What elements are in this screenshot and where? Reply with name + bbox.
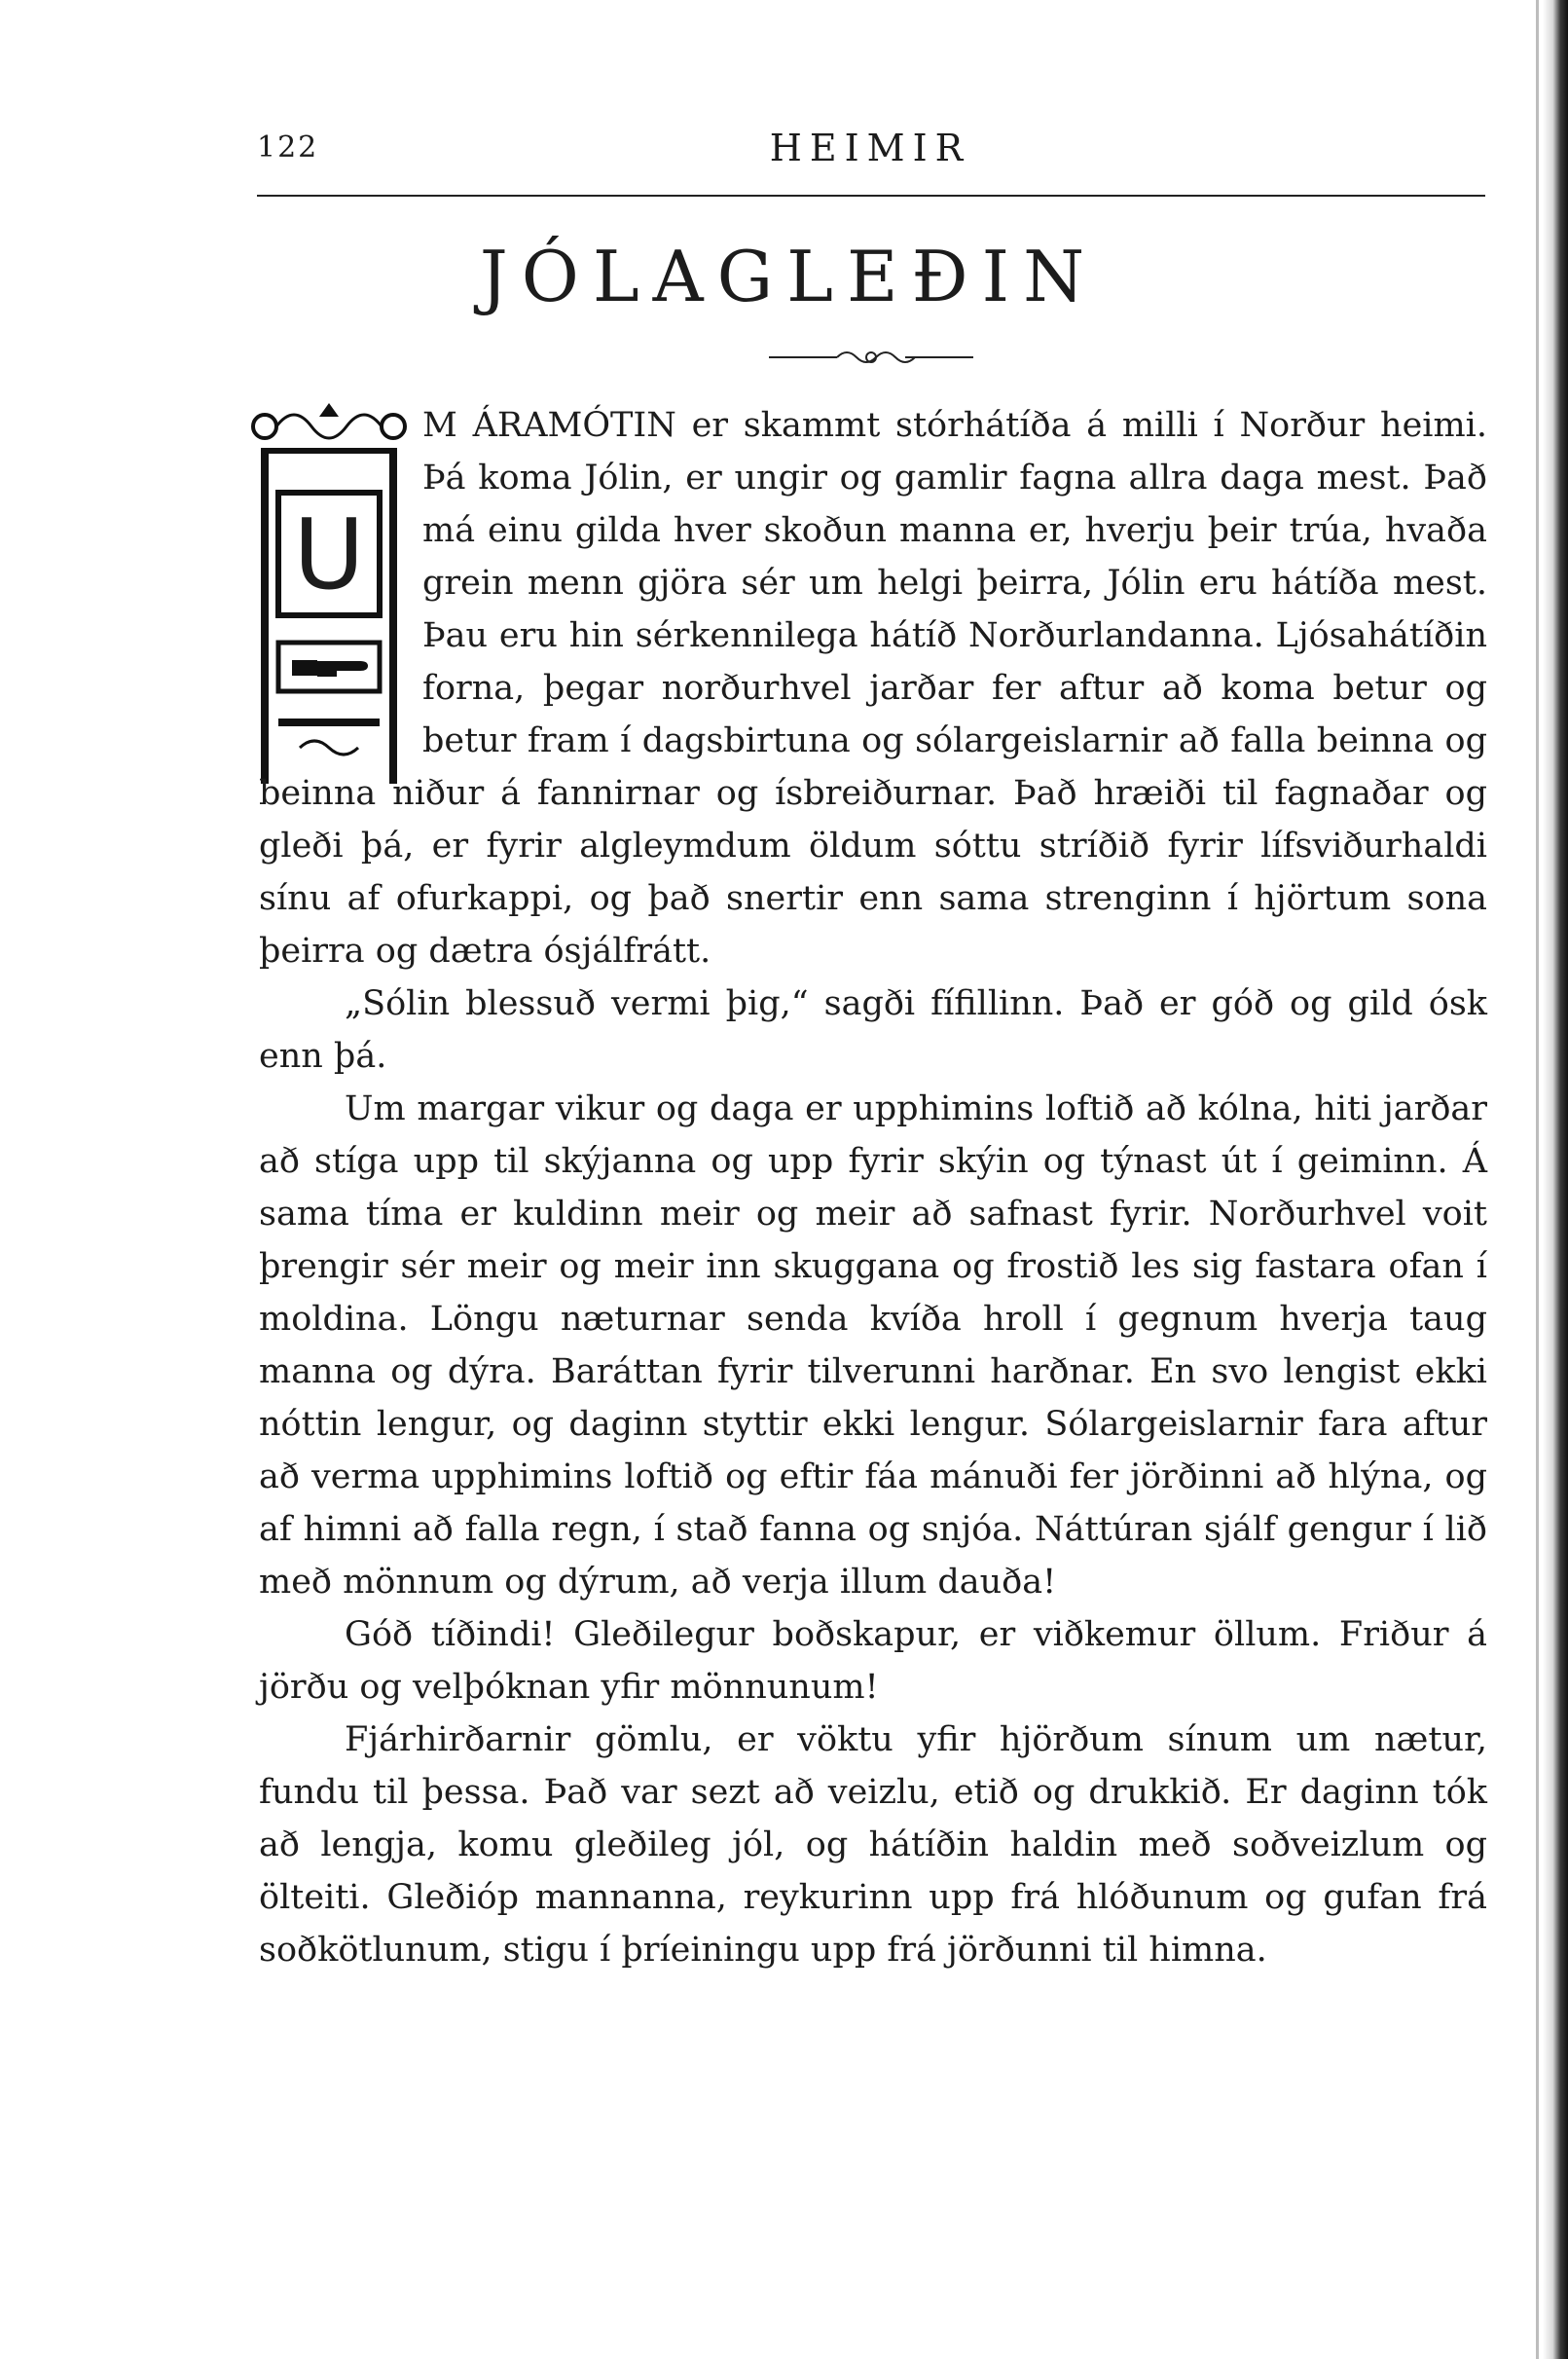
chapter-title: JÓLAGLEÐIN: [479, 236, 1099, 317]
running-head: HEIMIR: [769, 127, 971, 169]
page-binding-edge: [1543, 0, 1568, 2359]
page-number: 122: [257, 130, 319, 165]
title-ornament: [769, 343, 973, 372]
drop-cap-letter: U: [293, 498, 365, 611]
page-edge-shadow: [1536, 0, 1539, 2359]
article-body: [259, 399, 1487, 1976]
paragraph-2: „Sólin blessuð vermi þig,“ sagði fífillinn. Það er góð og gild ósk enn þá.: [259, 984, 1487, 1076]
paragraph-3: Um margar vikur og daga er upphimins loftið að kólna, hiti jarðar að stíga upp til skýjanna og upp fyrir skýin og týnast út í geiminn. Á sama tíma er kuldinn meir og meir að safnast fyrir. Norðurhvel voit þrengir sér meir og meir inn skuggana og frostið les sig fastara ofan í moldina. Löngu næturnar senda kvíða hroll í gegnum hverja taug manna og dýra. Baráttan fyrir tilverunni harðnar. En svo lengist ekki nóttin lengur, og daginn styttir ekki lengur. Sólargeislarnir fara aftur að verma upphimins loftið og eftir fáa mánuði fer jörðinni að hlýna, og af himni að falla regn, í stað fanna og snjóa. Náttúran sjálf gengur í lið með mönnum og dýrum, að verja illum dauða!: [259, 1089, 1487, 1602]
paragraph-4: Góð tíðindi! Gleðilegur boðskapur, er viðkemur öllum. Friður á jörðu og velþóknan yfir mönnunum!: [259, 1615, 1487, 1707]
paragraph-5: Fjárhirðarnir gömlu, er vöktu yfir hjörðum sínum um nætur, fundu til þessa. Það var sezt að veizlu, etið og drukkið. Er daginn tók að lengja, komu gleðileg jól, og hátíðin haldin með soðveizlum og ölteiti. Gleðióp mannanna, reykurinn upp frá hlóðunum og gufan frá soðkötlunum, stigu í þríeiningu upp frá jörðunni til himna.: [259, 1720, 1487, 1970]
paragraph-1: M ÁRAMÓTIN er skammt stórhátíða á milli í Norður heimi. Þá koma Jólin, er ungir og gamlir fagna allra daga mest. Það má einu gilda hver skoðun manna er, hverju þeir trúa, hvaða grein menn gjöra sér um helgi þeirra, Jólin eru hátíða mest. Þau eru hin sérkennilega hátíð Norðurlandanna. Ljósahátíðin forna, þegar norðurhvel jarðar fer aftur að koma betur og betur fram í dagsbirtuna og sólargeislarnir að falla beinna og beinna niður á fannirnar og ísbreiðurnar. Það hræiði til fagnaðar og gleði þá, er fyrir algleymdum öldum sóttu stríðið fyrir lífsviðurhaldi sínu af ofurkappi, og það snertir enn sama strenginn í hjörtum sona þeirra og dætra ósjálfrátt.: [259, 406, 1487, 971]
page-header: [257, 125, 1483, 183]
header-rule: [257, 195, 1485, 197]
drop-cap-space: [259, 399, 422, 767]
